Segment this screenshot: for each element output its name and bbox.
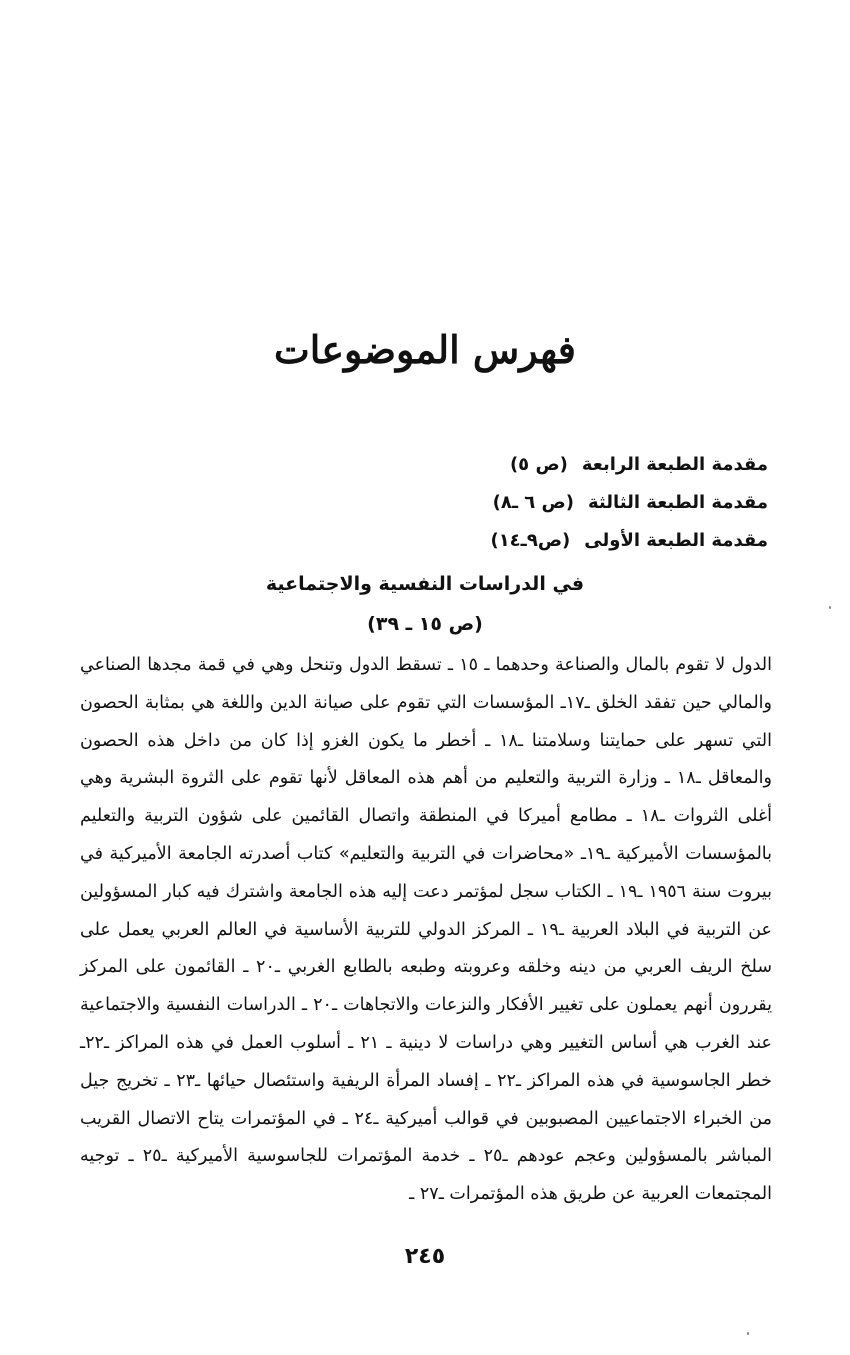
preface-label: مقدمة الطبعة الأولى [584,530,768,551]
section-page-range: (ص ١٥ ـ ٣٩) [367,613,483,635]
preface-pages: (ص٩ـ١٤) [490,530,571,551]
preface-entry [408,484,768,522]
scan-speck [747,1332,749,1335]
preface-label: مقدمة الطبعة الثالثة [587,492,768,513]
section-title: في الدراسات النفسية والاجتماعية [265,573,585,595]
preface-pages: (ص ٦ ـ٨) [492,492,574,513]
preface-label: مقدمة الطبعة الرابعة [581,454,768,475]
preface-entry [408,446,768,484]
scan-speck [829,606,831,609]
preface-entry [408,522,768,560]
page-title: فهرس الموضوعات [274,327,576,372]
preface-pages: (ص ٥) [509,454,568,475]
preface-list [408,446,768,560]
page-number: ٢٤٥ [404,1244,446,1269]
section-summary-paragraph: الدول لا تقوم بالمال والصناعة وحدهما ـ ١٥ ـ تسقط الدول وتنحل وهي في قمة مجدها الصناعي والمالي حين تفقد الخلق ـ١٧ـ المؤسسات التي تقوم على صيانة الدين واللغة هي بمثابة الحصون التي تسهر على حمايتنا وسلامتنا ـ١٨ ـ أخطر ما يكون الغزو إذا كان من داخل هذه الحصون والمعاقل ـ١٨ ـ وزارة التربية والتعليم من أهم هذه المعاقل لأنها تقوم على الثروة البشرية وهي أغلى الثروات ـ١٨ ـ مطامع أميركا في المنطقة واتصال القائمين على شؤون التربية والتعليم بالمؤسسات الأميركية ـ١٩ـ «محاضرات في التربية والتعليم» كتاب أصدرته الجامعة الأميركية في بيروت سنة ١٩٥٦ ـ١٩ ـ الكتاب سجل لمؤتمر دعت إليه هذه الجامعة واشترك فيه كبار المسؤولين عن التربية في البلاد العربية ـ١٩ ـ المركز الدولي للتربية الأساسية في العالم العربي يعمل على سلخ الريف العربي من دينه وخلقه وعروبته وطبعه بالطابع الغربي ـ٢٠ ـ القائمون على المركز يقررون أنهم يعملون على تغيير الأفكار والنزعات والاتجاهات ـ٢٠ ـ الدراسات النفسية والاجتماعية عند الغرب هي أساس التغيير وهي دراسات لا دينية ـ ٢١ ـ أسلوب العمل في هذه المراكز ـ٢٢ـ خطر الجاسوسية في هذه المراكز ـ٢٢ ـ إفساد المرأة الريفية واستئصال حيائها ـ٢٣ ـ تخريج جيل من الخبراء الاجتماعيين المصبوبين في قوالب أميركية ـ٢٤ ـ في المؤتمرات يتاح الاتصال القريب المباشر بالمسؤولين وعجم عودهم ـ٢٥ ـ خدمة المؤتمرات للجاسوسية الأميركية ـ٢٥ ـ توجيه المجتمعات العربية عن طريق هذه المؤتمرات ـ٢٧ ـ [80,655,773,1205]
